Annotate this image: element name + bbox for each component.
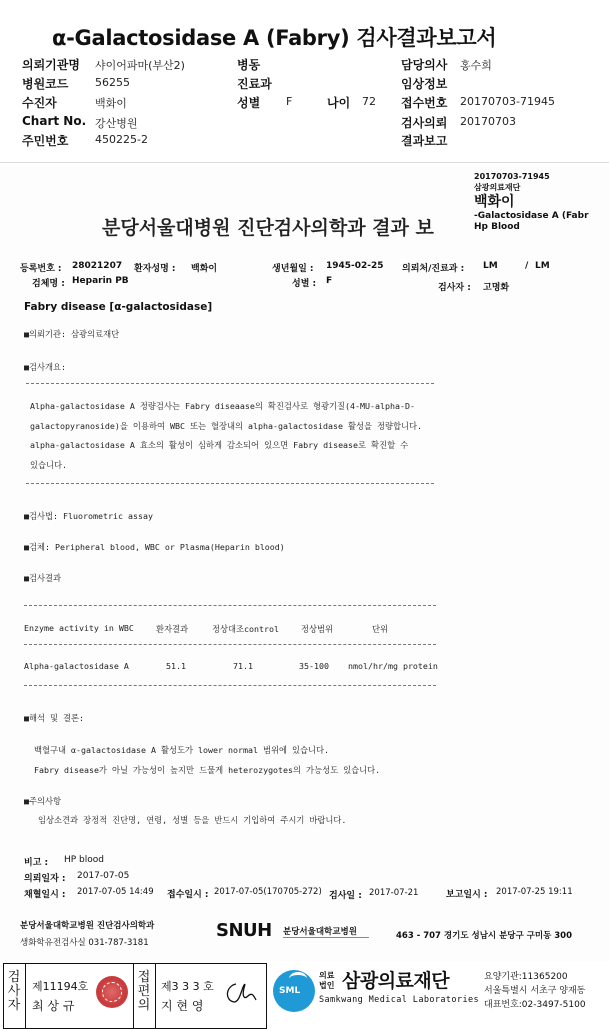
sml-logo-text: SML [279, 986, 301, 996]
snuh-logo: SNUH [216, 920, 272, 941]
snuh-name: 분당서울대학교병원 [283, 927, 357, 937]
table-cell: 51.1 [166, 661, 186, 671]
hospital-report-title: 분당서울대병원 진단검사의학과 결과 보 [102, 217, 434, 239]
corner-number: 20170703-71945 [474, 172, 550, 181]
field-label: 수진자 [22, 96, 57, 110]
table-header: 환자결과 [156, 624, 189, 634]
field-label: 결과보고 [401, 134, 448, 148]
field-value: 강산병원 [95, 117, 138, 130]
field-value: 72 [362, 95, 376, 108]
specimen-label: 검체명 : [32, 279, 65, 289]
test-name: Fabry disease [α-galactosidase] [24, 301, 213, 313]
field-value: 20170703 [460, 115, 516, 128]
department-name: 분당서울대학교병원 진단검사의학과 [20, 921, 155, 931]
role-char: 자 [7, 998, 21, 1013]
remark-value: HP blood [64, 855, 104, 865]
exam-date-label: 검사일 : [329, 891, 362, 901]
collect-label: 채혈일시 : [24, 890, 66, 900]
receive-value: 2017-07-05(170705-272) [214, 887, 322, 897]
field-value: 450225-2 [95, 133, 148, 146]
field-value: 백화이 [95, 97, 127, 110]
field-value: F [286, 95, 293, 108]
sex-value: F [326, 276, 333, 286]
overview-line: galactopyranoside)을 이용하여 WBC 또는 혈장내의 alpha-galactosidase 활성을 정량합니다. [30, 421, 423, 431]
license-number: 제3 3 3 호 [161, 980, 214, 993]
field-label: 성별 [237, 96, 261, 110]
table-cell: 71.1 [233, 661, 253, 671]
corner-specimen: Hp Blood [474, 222, 520, 232]
role-char: 편 [137, 984, 151, 999]
seal-ring [102, 982, 122, 1002]
field-label: 병원코드 [22, 77, 69, 91]
interpretation-line: Fabry disease가 아닐 가능성이 높지만 드물게 heterozygotes의 가능성도 있습니다. [34, 765, 381, 775]
examiner-name: 최 상 규 [32, 999, 75, 1013]
cell-divider [25, 963, 26, 1029]
method-line: ■검사법: Fluorometric assay [24, 511, 153, 521]
request-date-value: 2017-07-05 [77, 871, 130, 881]
specimen-line: ■검체: Peripheral blood, WBC or Plasma(Heparin blood) [24, 542, 285, 552]
report-date-label: 보고일시 : [446, 890, 488, 900]
field-value: 20170703-71945 [460, 95, 555, 108]
role-char: 접 [137, 970, 151, 985]
field-label: Chart No. [22, 114, 87, 128]
field-value: 샤이어파마(부산2) [95, 59, 185, 72]
overview-line: 있습니다. [30, 460, 68, 470]
org-address: 서울특별시 서초구 양재동 [484, 986, 586, 996]
interpretation-line: 백혈구내 α-galactosidase A 활성도가 lower normal 범위에 있습니다. [34, 745, 330, 755]
org-name: 삼광의료재단 [342, 970, 450, 992]
license-number: 제11194호 [32, 980, 89, 993]
department-phone: 생화학유전검사실 031-787-3181 [20, 938, 149, 948]
name-label: 환자성명 : [134, 264, 176, 274]
snuh-underline [283, 937, 369, 938]
role-char: 사 [7, 984, 21, 999]
corner-org: 삼광의료재단 [474, 183, 521, 192]
org-phone: 대표번호:02-3497-5100 [484, 1000, 586, 1010]
receive-label: 접수일시 : [167, 890, 209, 900]
table-top-rule [24, 605, 436, 606]
field-label: 나이 [327, 96, 351, 110]
table-header: 정상대조control [212, 624, 280, 634]
hospital-address: 463 - 707 경기도 성남시 분당구 구미동 300 [396, 931, 573, 941]
org-type: 의료 [319, 971, 335, 980]
field-label: 의뢰기관명 [22, 58, 80, 72]
sex-label: 성별 : [292, 279, 317, 289]
doctor-name: 지 현 영 [161, 999, 204, 1013]
table-cell: 35-100 [299, 661, 329, 671]
cell-divider [133, 963, 134, 1029]
table-header: 단위 [372, 624, 389, 634]
ref-label: 의뢰처/진료과 : [402, 264, 465, 274]
request-date-label: 의뢰일자 : [24, 874, 66, 884]
ref-value: LM [483, 261, 498, 271]
table-cell: Alpha-galactosidase A [24, 661, 129, 671]
facility-code: 요양기관:11365200 [484, 972, 568, 982]
cell-divider [155, 963, 156, 1029]
org-type: 법인 [319, 981, 335, 990]
ref-value-2: LM [535, 261, 550, 271]
divider [26, 483, 434, 484]
requester-line: ■의뢰기관: 삼광의료재단 [24, 329, 120, 339]
field-label: 주민번호 [22, 134, 69, 148]
table-header-rule [24, 644, 436, 645]
field-label: 검사의뢰 [401, 116, 448, 130]
corner-test: -Galactosidase A (Fabr [474, 211, 589, 221]
specimen-value: Heparin PB [72, 276, 129, 286]
remark-label: 비고 : [24, 858, 49, 868]
corner-name: 백화이 [474, 194, 515, 210]
reg-value: 28021207 [72, 261, 123, 271]
collect-value: 2017-07-05 14:49 [77, 887, 154, 897]
dob-label: 생년월일 : [272, 264, 314, 274]
role-char: 검 [7, 970, 21, 985]
overview-line: Alpha-galactosidase A 정량검사는 Fabry diseaase의 확진검사로 형광기질(4-MU-alpha-D- [30, 401, 415, 411]
overview-line: alpha-galactosidase A 효소의 활성이 심하게 감소되어 있으면 Fabry disease로 확진할 수 [30, 440, 409, 450]
role-char: 의 [137, 998, 151, 1013]
field-value: 56255 [95, 76, 130, 89]
ref-separator: / [525, 261, 529, 271]
sml-wave-icon [289, 972, 307, 986]
field-label: 임상정보 [401, 77, 448, 91]
table-header: 정상범위 [301, 624, 334, 634]
notes-line: 임상소견과 장정적 진단명, 연령, 성별 등을 반드시 기입하여 주시기 바랍니다. [38, 815, 347, 825]
examiner-value: 고명화 [483, 283, 510, 293]
dob-value: 1945-02-25 [326, 261, 384, 271]
org-english-name: Samkwang Medical Laboratories [319, 995, 480, 1005]
header-divider [0, 162, 609, 163]
field-label: 진료과 [237, 77, 272, 91]
table-header: Enzyme activity in WBC [24, 623, 134, 633]
table-bottom-rule [24, 685, 436, 686]
table-cell: nmol/hr/mg protein [348, 661, 438, 671]
examiner-label: 검사자 : [438, 283, 471, 293]
overview-heading: ■검사개요: [24, 362, 67, 372]
field-label: 병동 [237, 58, 261, 72]
reg-label: 등록번호 : [20, 264, 62, 274]
field-value: 홍수희 [460, 59, 492, 72]
report-date-value: 2017-07-25 19:11 [496, 887, 573, 897]
field-label: 담당의사 [401, 58, 448, 72]
report-title: α-Galactosidase A (Fabry) 검사결과보고서 [52, 26, 497, 50]
divider [26, 383, 434, 384]
exam-date-value: 2017-07-21 [369, 888, 419, 898]
notes-heading: ■주의사항 [24, 796, 62, 806]
field-label: 접수번호 [401, 96, 448, 110]
results-heading: ■검사결과 [24, 573, 62, 583]
name-value: 백화이 [191, 264, 218, 274]
signature-icon [222, 978, 260, 1008]
interpretation-heading: ■해석 및 결론: [24, 713, 85, 723]
